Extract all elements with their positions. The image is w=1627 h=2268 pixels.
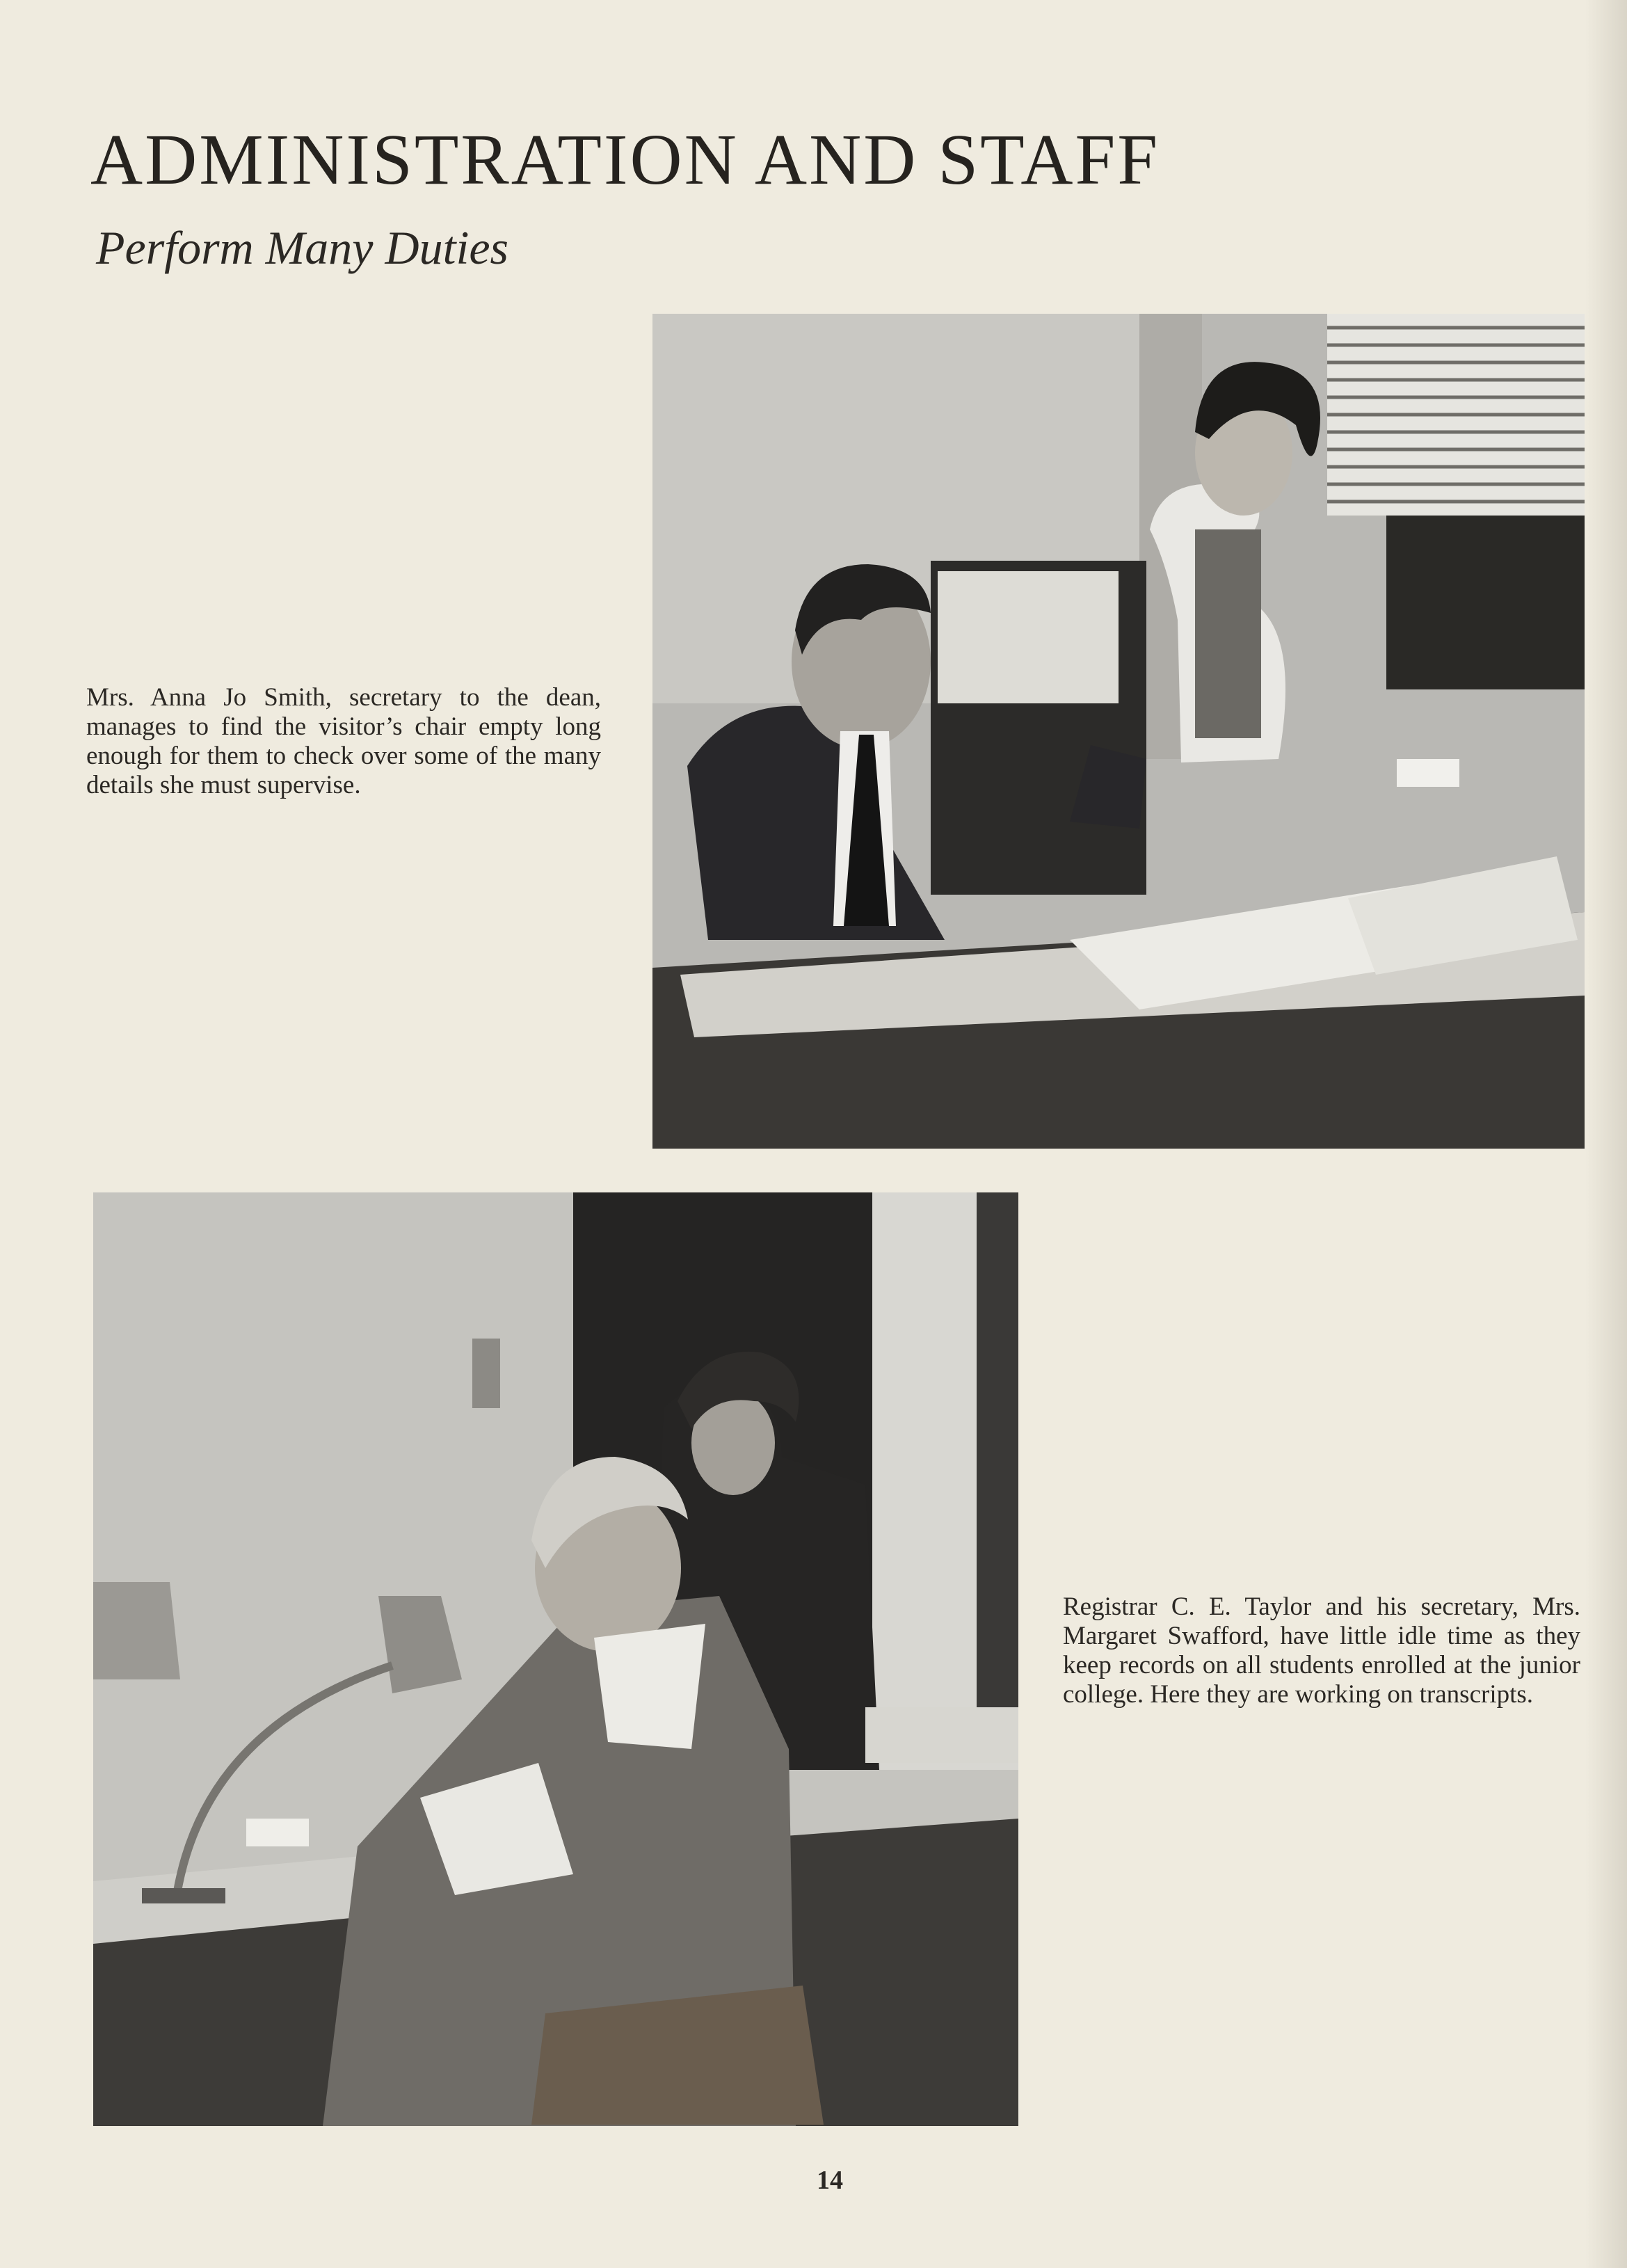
photo-dean-office — [652, 314, 1585, 1149]
page-subtitle: Perform Many Duties — [96, 221, 509, 274]
photo-caption-dean-secretary: Mrs. Anna Jo Smith, secretary to the dean, manages to find the visitor’s chair empty long enough for them to check over some of the many details she must supervise. — [86, 683, 601, 799]
photo-registrar-office — [93, 1192, 1018, 2126]
page-edge-shadow — [1585, 0, 1627, 2268]
page-title: ADMINISTRATION AND STAFF — [90, 120, 1160, 200]
page-number: 14 — [817, 2166, 843, 2195]
photo-caption-registrar: Registrar C. E. Taylor and his secretary, Mrs. Margaret Swafford, have little idle time as they keep records on all students enrolled at the junior college. Here they are working on transcripts. — [1063, 1592, 1580, 1709]
